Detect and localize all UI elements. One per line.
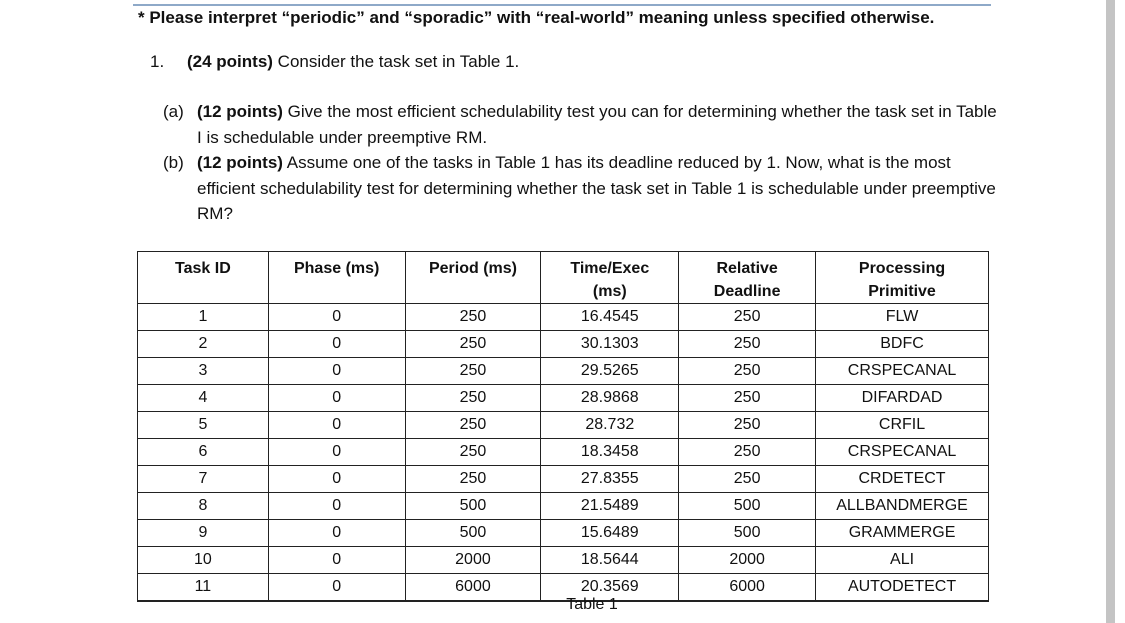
cell-processing-primitive: CRSPECANAL: [816, 358, 989, 385]
cell-exec-time: 15.6489: [541, 520, 679, 547]
cell-processing-primitive: ALLBANDMERGE: [816, 493, 989, 520]
cell-relative-deadline: 250: [679, 385, 816, 412]
cell-period: 250: [405, 304, 541, 331]
cell-processing-primitive: ALI: [816, 547, 989, 574]
cell-task-id: 4: [138, 385, 269, 412]
part-b-points: (12 points): [197, 153, 283, 172]
cell-exec-time: 27.8355: [541, 466, 679, 493]
cell-relative-deadline: 250: [679, 304, 816, 331]
header-period: Period (ms): [405, 252, 541, 304]
cell-relative-deadline: 2000: [679, 547, 816, 574]
cell-period: 500: [405, 520, 541, 547]
table-row: [138, 385, 989, 412]
question-points: (24 points): [187, 52, 273, 71]
cell-phase: 0: [268, 304, 405, 331]
scrollbar[interactable]: [1106, 0, 1115, 623]
cell-processing-primitive: CRDETECT: [816, 466, 989, 493]
cell-phase: 0: [268, 520, 405, 547]
task-table: [137, 251, 989, 602]
cell-task-id: 2: [138, 331, 269, 358]
cell-task-id: 7: [138, 466, 269, 493]
cell-exec-time: 28.732: [541, 412, 679, 439]
header-task-id: Task ID: [138, 252, 269, 304]
cell-period: 250: [405, 466, 541, 493]
header-exec-time: Time/Exec (ms): [541, 252, 679, 304]
cell-exec-time: 21.5489: [541, 493, 679, 520]
cell-phase: 0: [268, 439, 405, 466]
cell-period: 250: [405, 385, 541, 412]
part-b-label: (b): [163, 153, 184, 172]
cell-relative-deadline: 6000: [679, 574, 816, 602]
cell-relative-deadline: 250: [679, 439, 816, 466]
cell-exec-time: 29.5265: [541, 358, 679, 385]
cell-phase: 0: [268, 331, 405, 358]
cell-period: 250: [405, 439, 541, 466]
table-row: [138, 412, 989, 439]
cell-exec-time: 20.3569: [541, 574, 679, 602]
header-phase: Phase (ms): [268, 252, 405, 304]
header-processing-primitive: Processing Primitive: [816, 252, 989, 304]
header-relative-deadline: Relative Deadline: [679, 252, 816, 304]
table-caption: Table 1: [566, 596, 618, 613]
table-row: [138, 331, 989, 358]
cell-period: 6000: [405, 574, 541, 602]
cell-processing-primitive: FLW: [816, 304, 989, 331]
cell-exec-time: 30.1303: [541, 331, 679, 358]
table-row: [138, 520, 989, 547]
cell-relative-deadline: 250: [679, 358, 816, 385]
cell-phase: 0: [268, 466, 405, 493]
interpretation-note: * Please interpret “periodic” and “sporadic” with “real-world” meaning unless specified otherwise.: [138, 8, 935, 27]
cell-processing-primitive: CRFIL: [816, 412, 989, 439]
part-b: [163, 150, 998, 227]
cell-processing-primitive: AUTODETECT: [816, 574, 989, 602]
cell-exec-time: 28.9868: [541, 385, 679, 412]
cell-exec-time: 18.3458: [541, 439, 679, 466]
part-a-points: (12 points): [197, 102, 283, 121]
cell-task-id: 8: [138, 493, 269, 520]
top-rule: [133, 4, 991, 6]
question-1: [150, 52, 519, 72]
cell-period: 2000: [405, 547, 541, 574]
cell-phase: 0: [268, 412, 405, 439]
cell-phase: 0: [268, 547, 405, 574]
part-b-text: Assume one of the tasks in Table 1 has its deadline reduced by 1. Now, what is the most efficient schedulability test for determining whether the task set in Table 1 is schedulable under preemptive RM?: [197, 153, 996, 223]
table-row: [138, 493, 989, 520]
cell-relative-deadline: 250: [679, 466, 816, 493]
question-number: 1.: [150, 52, 165, 71]
cell-task-id: 3: [138, 358, 269, 385]
part-a-text: Give the most efficient schedulability test you can for determining whether the task set in Table I is schedulable under preemptive RM.: [197, 102, 997, 147]
table-header-row: [138, 252, 989, 304]
cell-phase: 0: [268, 493, 405, 520]
table-row: [138, 304, 989, 331]
cell-relative-deadline: 500: [679, 493, 816, 520]
table-row: [138, 547, 989, 574]
cell-exec-time: 18.5644: [541, 547, 679, 574]
cell-phase: 0: [268, 358, 405, 385]
cell-processing-primitive: DIFARDAD: [816, 385, 989, 412]
table-row: [138, 439, 989, 466]
part-a-label: (a): [163, 102, 184, 121]
cell-period: 500: [405, 493, 541, 520]
cell-processing-primitive: CRSPECANAL: [816, 439, 989, 466]
cell-phase: 0: [268, 385, 405, 412]
cell-period: 250: [405, 358, 541, 385]
cell-task-id: 9: [138, 520, 269, 547]
table-row: [138, 358, 989, 385]
question-text: Consider the task set in Table 1.: [272, 52, 520, 71]
cell-relative-deadline: 500: [679, 520, 816, 547]
cell-processing-primitive: BDFC: [816, 331, 989, 358]
cell-relative-deadline: 250: [679, 331, 816, 358]
part-a: [163, 99, 998, 150]
cell-task-id: 1: [138, 304, 269, 331]
cell-period: 250: [405, 412, 541, 439]
cell-task-id: 6: [138, 439, 269, 466]
cell-phase: 0: [268, 574, 405, 602]
cell-period: 250: [405, 331, 541, 358]
cell-processing-primitive: GRAMMERGE: [816, 520, 989, 547]
cell-task-id: 5: [138, 412, 269, 439]
table-row: [138, 466, 989, 493]
cell-task-id: 10: [138, 547, 269, 574]
cell-task-id: 11: [138, 574, 269, 602]
cell-exec-time: 16.4545: [541, 304, 679, 331]
cell-relative-deadline: 250: [679, 412, 816, 439]
